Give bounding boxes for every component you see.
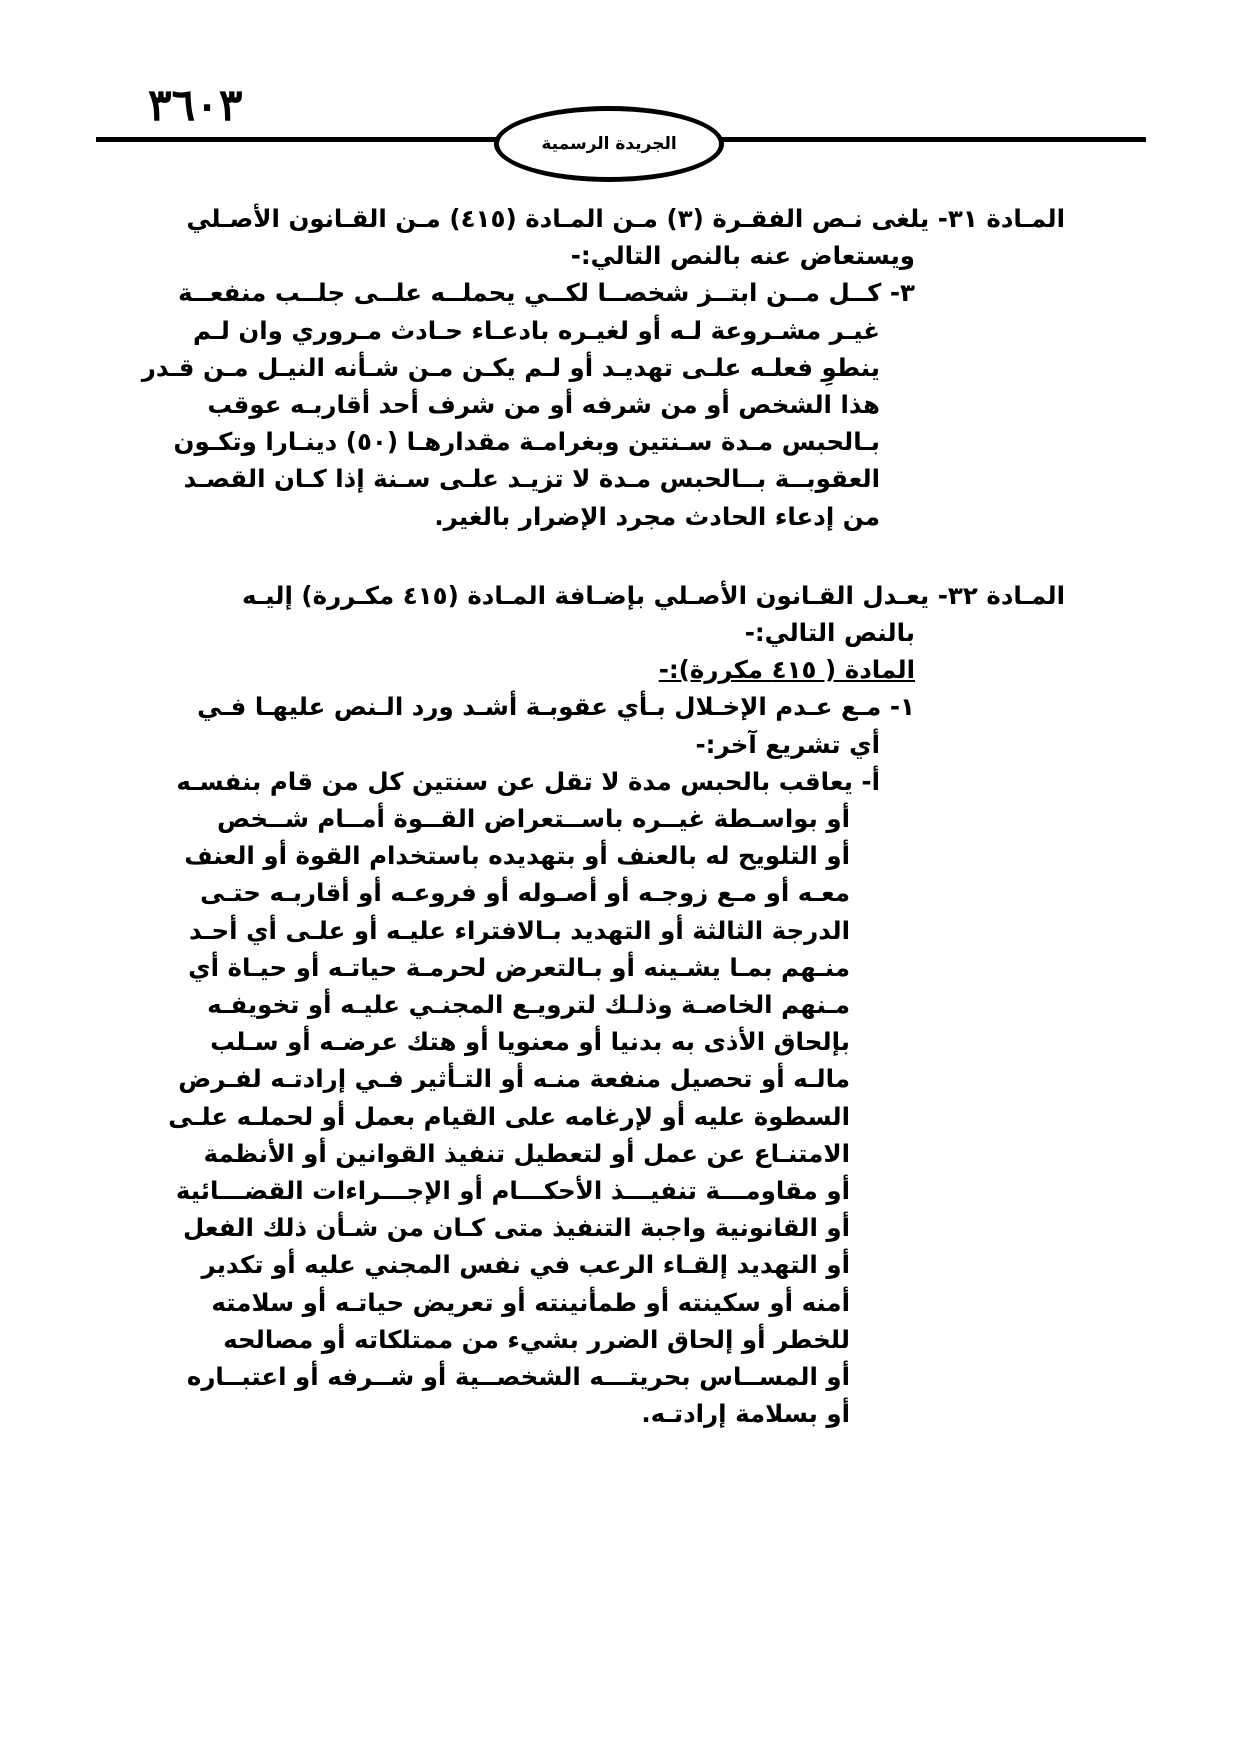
item-a-line: السطوة عليه أو لإرغامه على القيام بعمل أو لحملـه علـى [168, 1101, 850, 1131]
item-a-line: أ- يعاقب بالحبس مدة لا تقل عن سنتين كل من قام بنفسـه [176, 766, 880, 796]
item-a-line: للخطر أو إلحاق الضرر بشيء من ممتلكاته أو مصالحه [223, 1324, 850, 1354]
item-1-line: أي تشريع آخر:- [695, 729, 880, 759]
page-number: ٣٦٠٣ [148, 80, 243, 131]
item-a-line: أو بواسـطة غيــره باســتعراض القــوة أمــام شــخص [216, 804, 850, 834]
item-a-line: أو القانونية واجبة التنفيذ متى كـان من شـأن ذلك الفعل [183, 1213, 850, 1243]
article-31-line: هذا الشخص أو من شرفه أو من شرف أحد أقاربـه عوقب [207, 390, 880, 420]
article-31-line: من إدعاء الحادث مجرد الإضرار بالغير. [434, 501, 880, 531]
item-a-line: أو مقاومـــة تنفيـــذ الأحكـــام أو الإجـــراءات القضـــائية [175, 1176, 850, 1206]
item-a-line: أو المســاس بحريتـــه الشخصــية أو شــرفه أو اعتبــاره [186, 1362, 850, 1392]
item-a-line: أو التلويح له بالعنف أو بتهديده باستخدام القوة أو العنف [184, 841, 850, 871]
item-a-line: الدرجة الثالثة أو التهديد بـالافتراء عليـه أو علـى أي أحـد [188, 915, 850, 945]
item-a-line: بإلحاق الأذى به بدنيا أو معنويا أو هتك عرضـه أو سـلب [210, 1027, 850, 1057]
gazette-title: الجريدة الرسمية [541, 134, 677, 154]
item-a-line: الامتنـاع عن عمل أو لتعطيل تنفيذ القوانين أو الأنظمة [203, 1138, 850, 1168]
article-31-heading: المـادة ٣١- يلغى نـص الفقـرة (٣) مـن المـادة (٤١٥) مـن القـانون الأصـلي [186, 204, 1065, 233]
item-a-line: مالـه أو تحصيل منفعة منـه أو التـأثير فـي إرادتـه لفـرض [178, 1064, 850, 1094]
document-body [141, 200, 1065, 1433]
item-a-line: مـنهم الخاصـة وذلـك لترويـع المجنـي عليـه أو تخويفـه [207, 990, 850, 1020]
article-31-line: العقوبــة بــالحبس مـدة لا تزيـد علـى سـنة إذا كـان القصـد [183, 464, 880, 494]
article-32-heading-cont: بالنص التالي:- [744, 618, 915, 648]
article-32-heading: المـادة ٣٢- يعـدل القـانون الأصـلي بإضـافة المـادة (٤١٥ مكـررة) إليـه [242, 580, 1065, 610]
article-31-heading-cont: ويستعاض عنه بالنص التالي:- [570, 241, 915, 271]
article-31-line: بـالحبس مـدة سـنتين وبغرامـة مقدارهـا (٥٠) دينـارا وتكـون [173, 427, 880, 457]
article-32-subheading: المادة ( ٤١٥ مكررة):- [658, 655, 915, 685]
gazette-title-oval [494, 106, 724, 182]
item-a-line: منـهم بمـا يشـينه أو بـالتعرض لحرمـة حياتـه أو حيـاة أي [188, 952, 850, 982]
item-a-line: أو التهديد إلقـاء الرعب في نفس المجني عليه أو تكدير [201, 1250, 850, 1280]
article-31-line: ينطوِ فعلـه علـى تهديـد أو لـم يكـن مـن شـأنه النيـل مـن قـدر [141, 352, 880, 382]
item-a-line: أو بسلامة إرادتـه. [641, 1399, 850, 1429]
article-31-line: ٣- كــل مــن ابتــز شخصــا لكــي يحملــه علــى جلــب منفعــة [178, 278, 915, 308]
item-a-line: معـه أو مـع زوجـه أو أصـوله أو فروعـه أو أقاربـه حتـى [200, 878, 850, 908]
article-31-line: غيـر مشـروعة لـه أو لغيـره بادعـاء حـادث مـروري وان لـم [193, 315, 880, 345]
item-1-line: ١- مـع عـدم الإخـلال بـأي عقوبـة أشـد ورد الـنص عليهـا فـي [197, 692, 915, 722]
item-a-line: أمنه أو سكينته أو طمأنينته أو تعريض حياتـه أو سلامته [211, 1287, 850, 1317]
